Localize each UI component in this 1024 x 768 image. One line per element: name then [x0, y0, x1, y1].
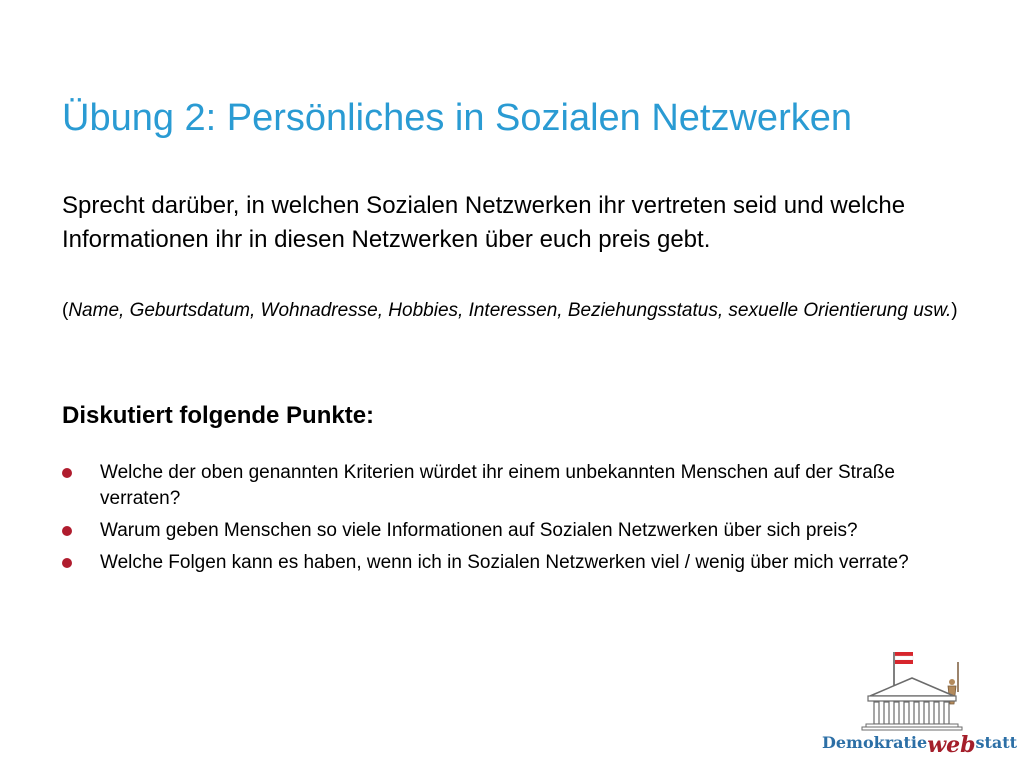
logo-wordmark	[822, 726, 1018, 758]
note-examples: Name, Geburtsdatum, Wohnadresse, Hobbies, Interessen, Beziehungsstatus, sexuelle Orientierung usw.	[68, 300, 952, 321]
discussion-heading: Diskutiert folgende Punkte:	[62, 402, 375, 429]
bullet-dot-icon	[62, 526, 72, 536]
list-item-text: Welche Folgen kann es haben, wenn ich in Sozialen Netzwerken viel / wenig über mich verrate?	[100, 552, 909, 573]
note-close-paren: )	[951, 300, 958, 321]
list-item	[62, 550, 962, 576]
logo-word-statt: statt	[975, 733, 1018, 752]
examples-note	[62, 296, 962, 325]
list-item	[62, 518, 962, 544]
discussion-list	[62, 460, 962, 582]
logo-word-demokratie: Demokratie	[822, 733, 928, 752]
bullet-dot-icon	[62, 558, 72, 568]
note-open-paren: (	[62, 300, 69, 321]
demokratiewebstatt-logo	[822, 648, 1018, 758]
list-item-text: Welche der oben genannten Kriterien würdet ihr einem unbekannten Menschen auf der Straße verraten?	[100, 462, 895, 509]
parliament-building-icon	[822, 648, 1012, 732]
list-item-text: Warum geben Menschen so viele Informationen auf Sozialen Netzwerken über sich preis?	[100, 520, 858, 541]
logo-word-web: web	[927, 732, 976, 758]
intro-text: Sprecht darüber, in welchen Sozialen Netzwerken ihr vertreten seid und welche Informationen ihr in diesen Netzwerken über euch preis gebt.	[62, 192, 906, 253]
bullet-dot-icon	[62, 468, 72, 478]
list-item	[62, 460, 962, 512]
slide-title: Übung 2: Persönliches in Sozialen Netzwerken	[62, 97, 852, 139]
